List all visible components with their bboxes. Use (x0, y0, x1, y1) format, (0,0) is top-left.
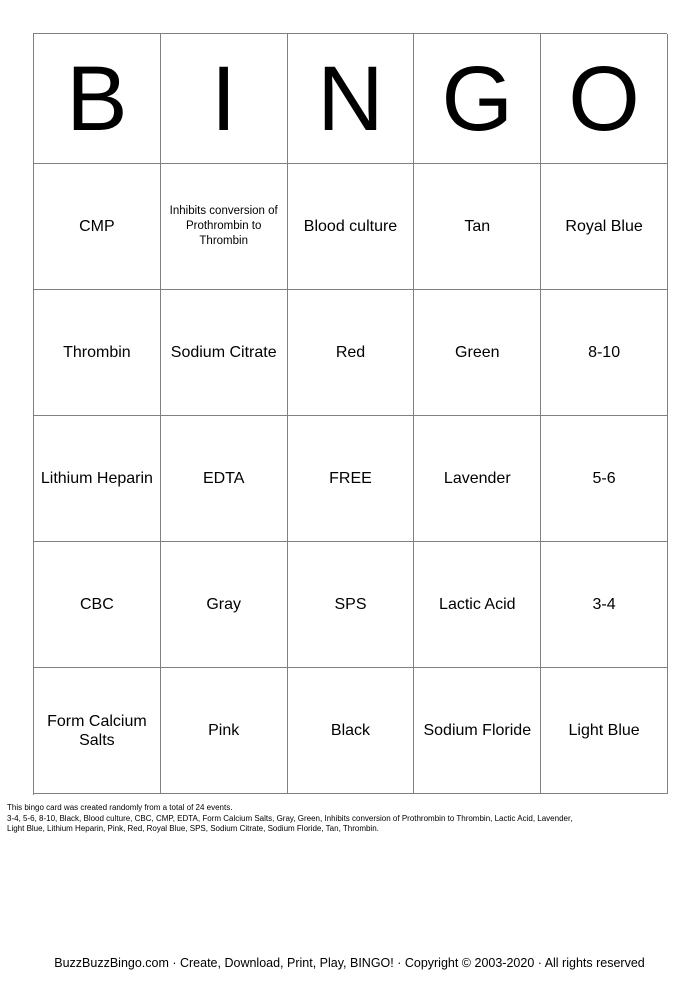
bingo-header-cell-n (288, 34, 415, 164)
bingo-square-label: Lactic Acid (439, 596, 516, 613)
bingo-square[interactable] (161, 542, 288, 668)
bingo-square-label: Royal Blue (565, 218, 643, 235)
fineprint-line-events-1: 3-4, 5-6, 8-10, Black, Blood culture, CBC, CMP, EDTA, Form Calcium Salts, Gray, Green, Inhibits conversion of Prothrombin to Thrombin, Lactic Acid, Lavender, (7, 813, 573, 823)
bingo-square[interactable] (34, 668, 161, 794)
bingo-square[interactable] (161, 290, 288, 416)
bingo-square[interactable] (34, 416, 161, 542)
bingo-header-letter: B (66, 47, 128, 150)
bingo-square-label: Thrombin (63, 344, 131, 361)
bingo-square-label: Sodium Floride (423, 722, 532, 739)
bingo-header-letter: N (317, 47, 384, 150)
bingo-row (34, 542, 667, 668)
fineprint-line-summary: This bingo card was created randomly from a total of 24 events. (7, 803, 233, 812)
bingo-square[interactable] (34, 164, 161, 290)
bingo-square[interactable] (161, 164, 288, 290)
bingo-square-label: Blood culture (303, 218, 398, 235)
bingo-square-label: Lithium Heparin (40, 470, 153, 487)
bingo-row (34, 416, 667, 542)
bingo-square[interactable] (161, 668, 288, 794)
bingo-square-label: 8-10 (588, 344, 621, 361)
bingo-card (33, 33, 667, 795)
fineprint-line-events-2: Light Blue, Lithium Heparin, Pink, Red, Royal Blue, SPS, Sodium Citrate, Sodium Floride, Tan, Thrombin. (7, 824, 379, 833)
bingo-header-letter: G (441, 47, 514, 150)
bingo-square-label: Form Calcium Salts (47, 712, 147, 749)
bingo-square[interactable] (288, 290, 415, 416)
bingo-square[interactable] (34, 290, 161, 416)
bingo-square[interactable] (288, 668, 415, 794)
bingo-square[interactable] (161, 416, 288, 542)
page-footer (0, 955, 699, 971)
bingo-header-letter: O (568, 47, 640, 150)
bingo-square-label: Sodium Citrate (170, 344, 277, 361)
bingo-header-cell-o (541, 34, 668, 164)
bingo-square-label: Red (335, 344, 366, 361)
bingo-header-letter: I (210, 47, 237, 150)
bingo-square[interactable] (541, 164, 668, 290)
bingo-square-label: 5-6 (592, 470, 616, 487)
bingo-square[interactable] (414, 290, 541, 416)
bingo-row (34, 668, 667, 794)
bingo-square-label: Black (330, 722, 371, 739)
bingo-square[interactable] (414, 164, 541, 290)
bingo-square-label: CMP (79, 218, 115, 235)
bingo-square[interactable] (541, 668, 668, 794)
bingo-square-label: FREE (329, 470, 372, 487)
bingo-square[interactable] (414, 542, 541, 668)
bingo-square-label: Lavender (443, 470, 511, 487)
bingo-header-cell-b (34, 34, 161, 164)
bingo-square-label: CBC (80, 596, 114, 613)
bingo-square-label: EDTA (202, 470, 245, 487)
bingo-square[interactable] (288, 164, 415, 290)
bingo-header-cell-i (161, 34, 288, 164)
bingo-row (34, 290, 667, 416)
card-fineprint (7, 803, 687, 835)
bingo-square[interactable] (34, 542, 161, 668)
bingo-header-cell-g (414, 34, 541, 164)
bingo-square-label: Pink (208, 722, 240, 739)
bingo-square-label: Inhibits conversion of Prothrombin to Thrombin (169, 205, 278, 247)
bingo-row (34, 164, 667, 290)
bingo-square-label: Gray (206, 596, 242, 613)
footer-text: BuzzBuzzBingo.com · Create, Download, Print, Play, BINGO! · Copyright © 2003-2020 · All rights reserved (54, 956, 645, 970)
bingo-square-label: 3-4 (592, 596, 616, 613)
bingo-square[interactable] (414, 416, 541, 542)
bingo-square-label: Tan (464, 218, 491, 235)
bingo-square[interactable] (541, 542, 668, 668)
bingo-square-label: SPS (334, 596, 367, 613)
bingo-square[interactable] (541, 290, 668, 416)
bingo-square[interactable] (288, 542, 415, 668)
bingo-square-label: Light Blue (568, 722, 640, 739)
bingo-square[interactable] (541, 416, 668, 542)
bingo-header-row (34, 34, 667, 164)
bingo-square[interactable] (414, 668, 541, 794)
bingo-square-label: Green (455, 344, 500, 361)
bingo-square-free[interactable] (288, 416, 415, 542)
